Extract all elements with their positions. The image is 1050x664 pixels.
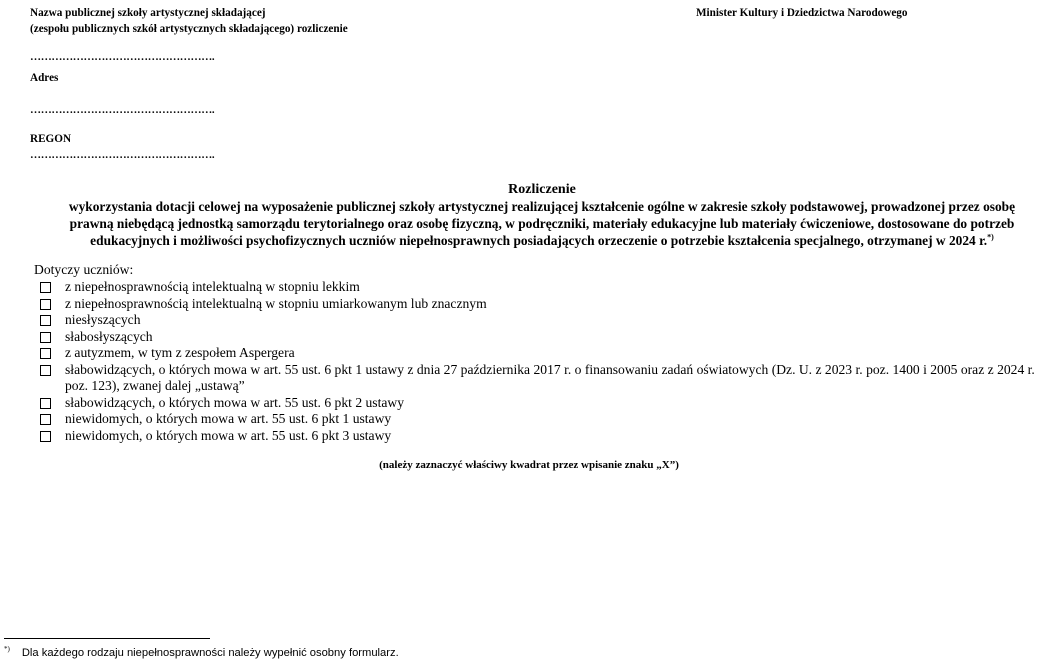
footnote	[4, 647, 399, 659]
concerns-label: Dotyczy uczniów:	[34, 262, 134, 277]
title-line-1: wykorzystania dotacji celowej na wyposażenie publicznej szkoły artystycznej realizującej kształcenie ogólne w zakresie szkoły podstawowej, prowadzonej przez osobę	[68, 199, 1016, 214]
checkbox[interactable]	[40, 299, 51, 310]
option-row	[40, 362, 1040, 395]
option-label: z autyzmem, w tym z zespołem Aspergera	[65, 345, 295, 360]
option-label: słabosłyszących	[65, 328, 153, 344]
school-name-field[interactable]: …………………………………………….	[30, 51, 215, 63]
checkbox[interactable]	[40, 348, 51, 359]
regon-label: REGON	[30, 133, 72, 145]
checkbox[interactable]	[40, 431, 51, 442]
disability-options-list	[40, 279, 1040, 444]
option-row	[40, 279, 1040, 296]
title-line-2: prawną niebędącą jednostką samorządu terytorialnego oraz osobę fizyczną, w podręczniki, materiały edukacyjne lub materiały ćwiczeniowe, dostosowane do potrzeb	[69, 216, 1015, 231]
footnote-text: Dla każdego rodzaju niepełnosprawności należy wypełnić osobny formularz.	[21, 647, 399, 659]
ministry-header: Minister Kultury i Dziedzictwa Narodowego	[696, 7, 908, 19]
option-label: niewidomych, o których mowa w art. 55 ust. 6 pkt 1 ustawy	[65, 411, 392, 426]
option-label: słabowidzących, o których mowa w art. 55 ust. 6 pkt 2 ustawy	[65, 394, 405, 410]
checkbox[interactable]	[40, 365, 51, 376]
option-label: słabowidzących, o których mowa w art. 55 ust. 6 pkt 1 ustawy z dnia 27 października 2017 r. o finansowaniu zadań oświatowych (Dz. U. z 2023 r. poz. 1400 i 2005 oraz z 2024 r. poz. 123), zwanej dalej „ustawą”	[65, 361, 1035, 393]
regon-field[interactable]: …………………………………………….	[30, 149, 215, 161]
option-row	[40, 428, 1040, 445]
option-row	[40, 411, 1040, 428]
instruction-note: (należy zaznaczyć właściwy kwadrat przez wpisanie znaku „X”)	[379, 459, 679, 471]
document-title	[32, 181, 1050, 249]
address-label: Adres	[30, 72, 59, 84]
option-row	[40, 395, 1040, 412]
option-row	[40, 312, 1040, 329]
title-footnote-ref: *)	[987, 232, 994, 242]
title-heading: Rozliczenie	[508, 182, 576, 197]
checkbox[interactable]	[40, 332, 51, 343]
option-row	[40, 329, 1040, 346]
option-row	[40, 296, 1040, 313]
option-label: niewidomych, o których mowa w art. 55 ust. 6 pkt 3 ustawy	[65, 427, 392, 443]
footnote-divider	[4, 638, 210, 639]
checkbox[interactable]	[40, 315, 51, 326]
school-name-header	[30, 5, 348, 37]
checkbox[interactable]	[40, 414, 51, 425]
address-field[interactable]: …………………………………………….	[30, 104, 215, 116]
option-label: niesłyszących	[65, 312, 141, 327]
school-name-line2: (zespołu publicznych szkół artystycznych składającego) rozliczenie	[30, 23, 348, 35]
school-name-line1: Nazwa publicznej szkoły artystycznej składającej	[30, 7, 266, 19]
option-label: z niepełnosprawnością intelektualną w stopniu umiarkowanym lub znacznym	[65, 295, 487, 311]
option-label: z niepełnosprawnością intelektualną w stopniu lekkim	[65, 279, 360, 294]
title-line-3: edukacyjnych i możliwości psychofizycznych uczniów niepełnosprawnych posiadających orzeczenie o potrzebie kształcenia specjalnego, otrzymanej w 2024 r.	[90, 233, 988, 248]
title-line-3-wrap	[32, 232, 1050, 249]
option-row	[40, 345, 1040, 362]
checkbox[interactable]	[40, 282, 51, 293]
checkbox[interactable]	[40, 398, 51, 409]
footnote-mark: *)	[4, 645, 10, 654]
